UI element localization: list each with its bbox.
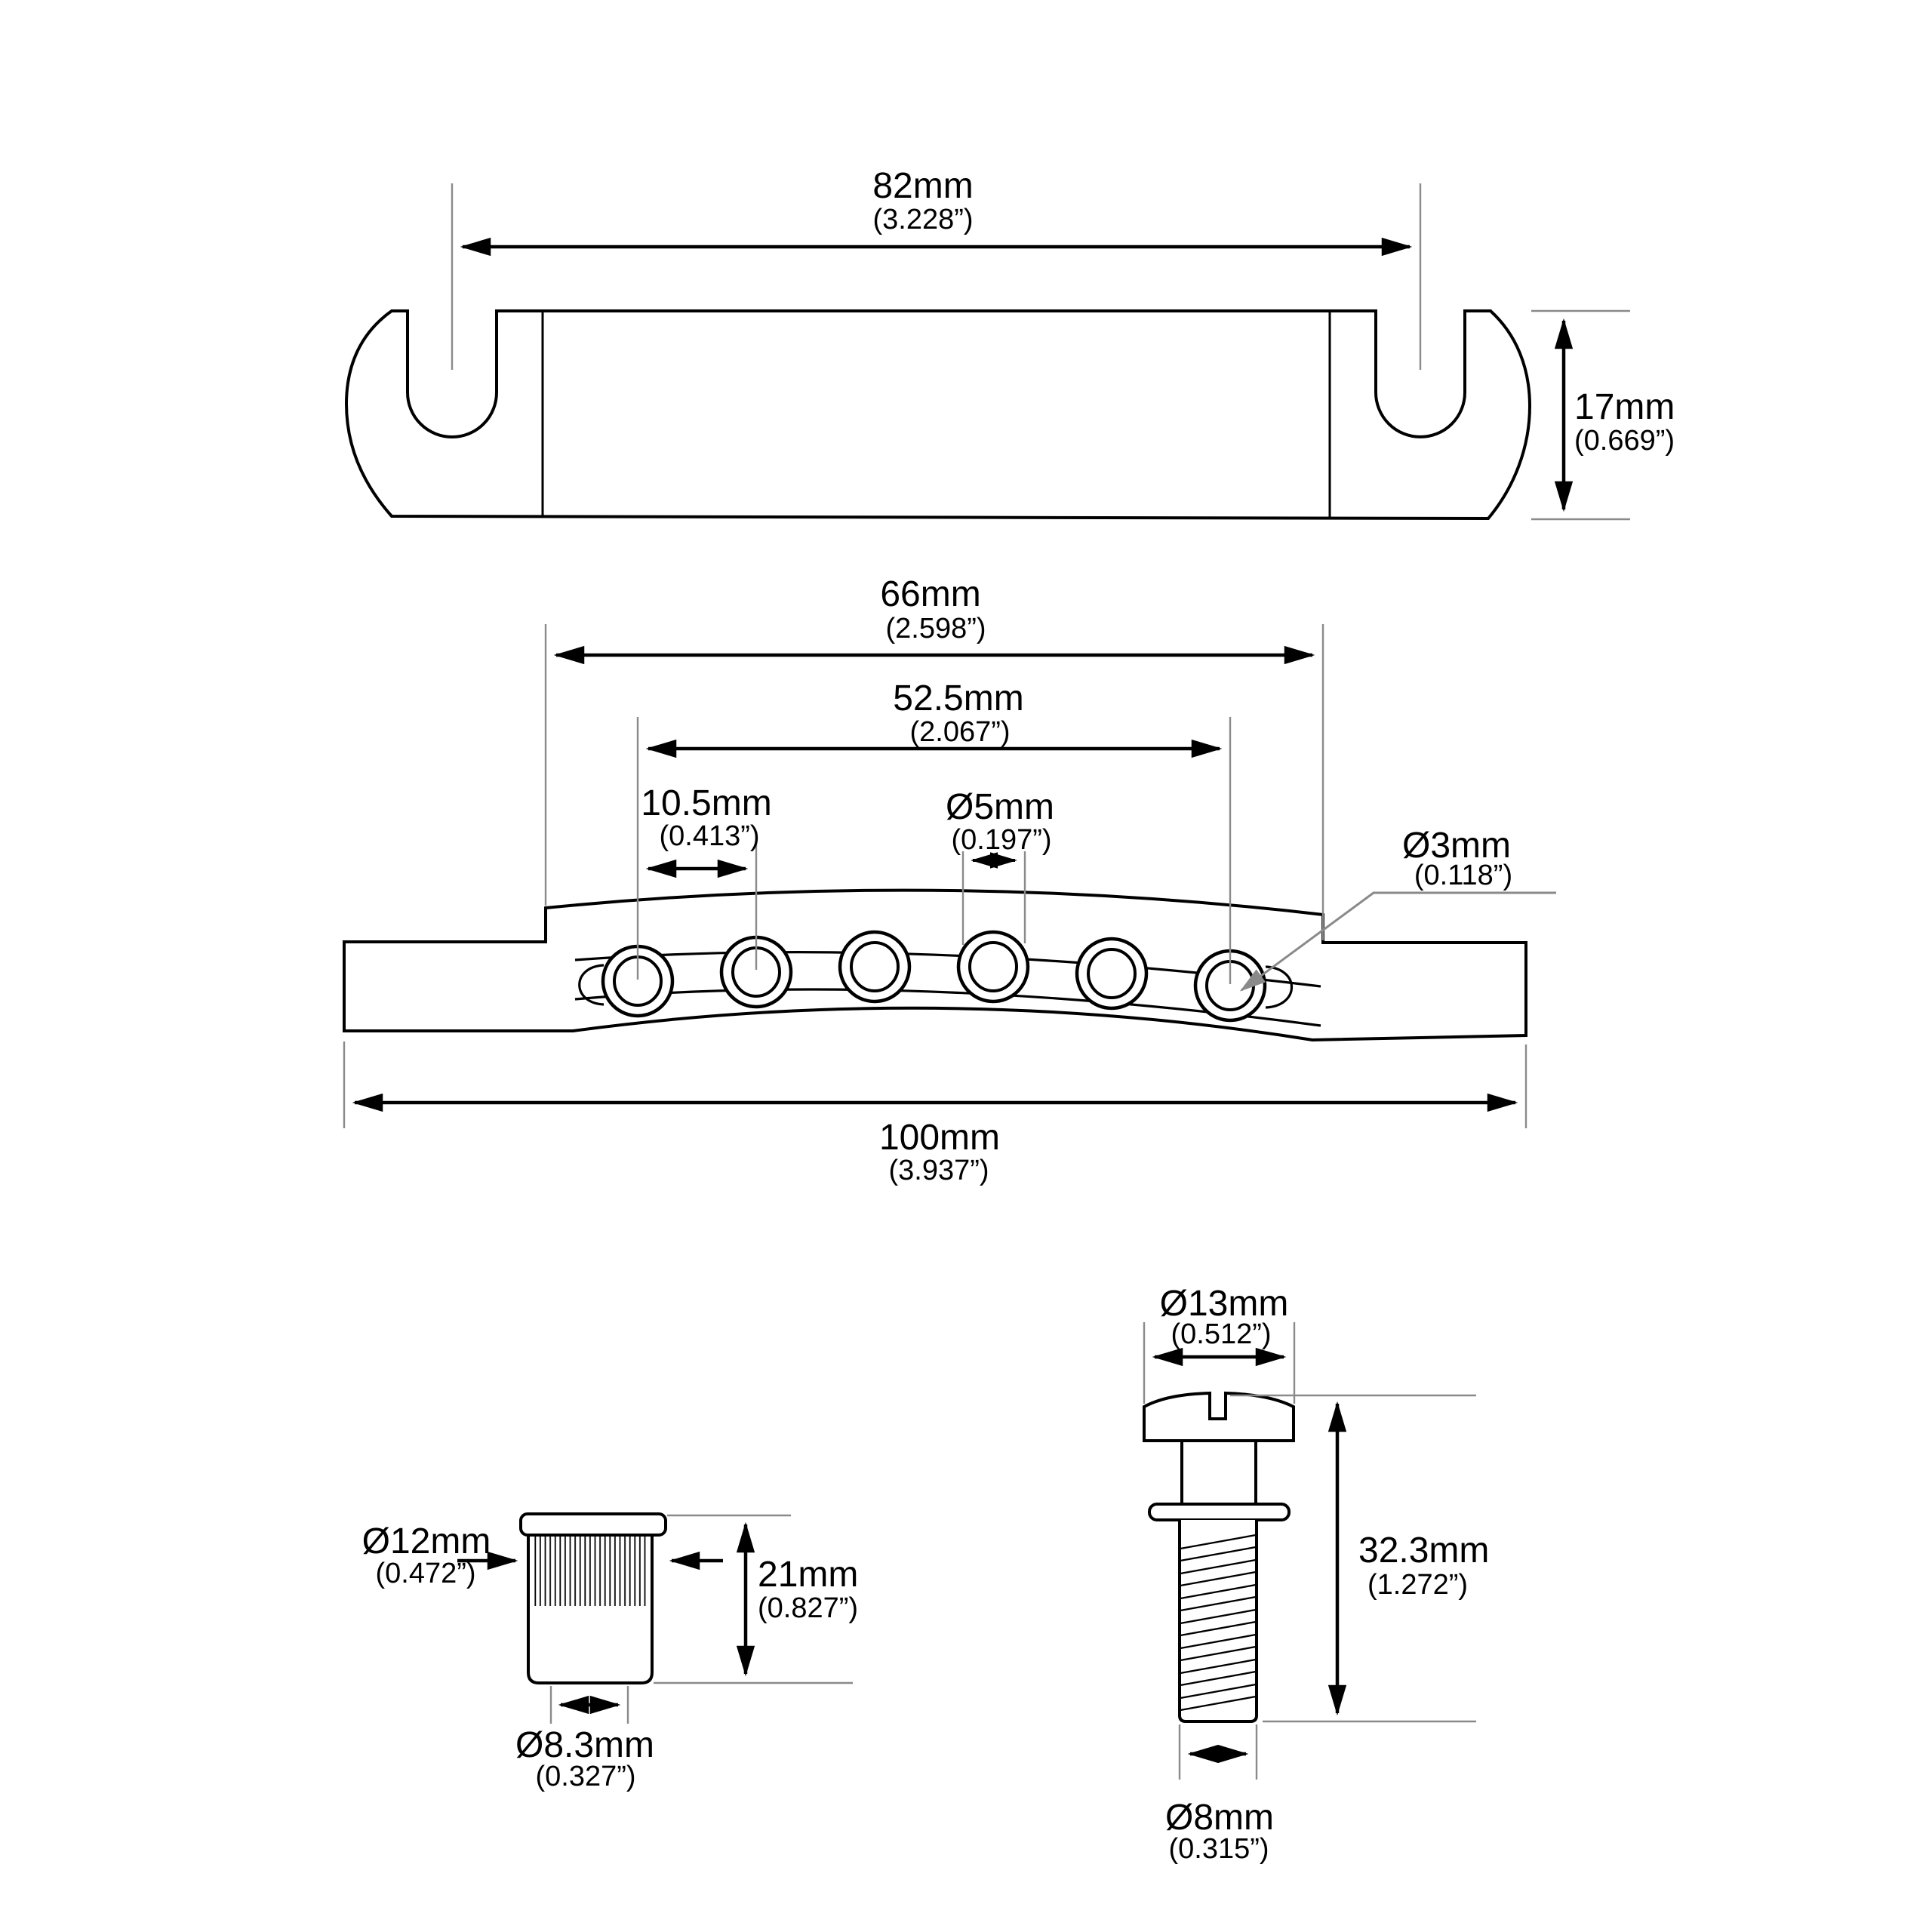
dim-100mm-inches: (3.937”) [888, 1155, 989, 1186]
dim-8-3mm-inches: (0.327”) [535, 1761, 636, 1792]
dim-52-5mm-value: 52.5mm [893, 678, 1024, 718]
dim-8mm-inches: (0.315”) [1168, 1833, 1269, 1865]
dim-100mm-value: 100mm [878, 1118, 1001, 1158]
dim-13mm [1144, 1284, 1294, 1404]
dim-32-3mm-value: 32.3mm [1358, 1531, 1490, 1571]
dim-8mm-value: Ø8mm [1165, 1798, 1274, 1838]
top-view [346, 166, 1675, 519]
dim-21mm-value: 21mm [758, 1555, 859, 1595]
dim-32-3mm [1230, 1395, 1489, 1721]
bushing-knurl [533, 1537, 648, 1606]
front-view [344, 574, 1556, 1186]
dim-52-5mm-inches: (2.067”) [909, 716, 1011, 748]
dim-17mm [1531, 311, 1675, 519]
bushing-view [362, 1514, 859, 1792]
bushing-flange [521, 1514, 666, 1535]
dim-8-3mm-value: Ø8.3mm [515, 1725, 655, 1765]
dim-3mm-inches: (0.118”) [1414, 860, 1513, 891]
stud-head [1144, 1393, 1294, 1441]
dim-13mm-inches: (0.512”) [1171, 1318, 1272, 1350]
dim-82mm-value: 82mm [872, 166, 974, 206]
dim-100mm [344, 1041, 1526, 1186]
dim-8mm [1165, 1724, 1274, 1865]
tailpiece-side-outline [346, 311, 1530, 518]
dim-10-5mm-inches: (0.413”) [659, 820, 760, 852]
string-hole [851, 943, 898, 991]
dim-21mm-inches: (0.827”) [758, 1592, 859, 1624]
dim-10-5mm-value: 10.5mm [641, 783, 772, 823]
dim-66mm-value: 66mm [880, 574, 981, 614]
dim-8-3mm [515, 1686, 654, 1792]
dim-17mm-value: 17mm [1574, 387, 1675, 427]
dim-66mm [546, 574, 1323, 940]
dim-12mm-inches: (0.472”) [375, 1558, 476, 1589]
stud-view [1144, 1284, 1489, 1865]
string-hole [1088, 949, 1135, 998]
tailpiece-front-outline [344, 891, 1526, 1040]
stud-collar [1149, 1504, 1289, 1520]
dim-82mm-inches: (3.228”) [872, 204, 974, 235]
dim-21mm [654, 1515, 858, 1683]
dim-3mm-value: Ø3mm [1402, 826, 1511, 866]
dim-5mm-value: Ø5mm [946, 787, 1054, 827]
dim-66mm-inches: (2.598”) [885, 613, 986, 645]
dim-17mm-inches: (0.669”) [1574, 425, 1675, 457]
dim-5mm-inches: (0.197”) [951, 824, 1052, 856]
dim-32-3mm-inches: (1.272”) [1367, 1569, 1469, 1601]
dim-13mm-value: Ø13mm [1159, 1284, 1289, 1324]
dim-12mm-value: Ø12mm [361, 1521, 491, 1561]
string-hole [970, 943, 1017, 991]
